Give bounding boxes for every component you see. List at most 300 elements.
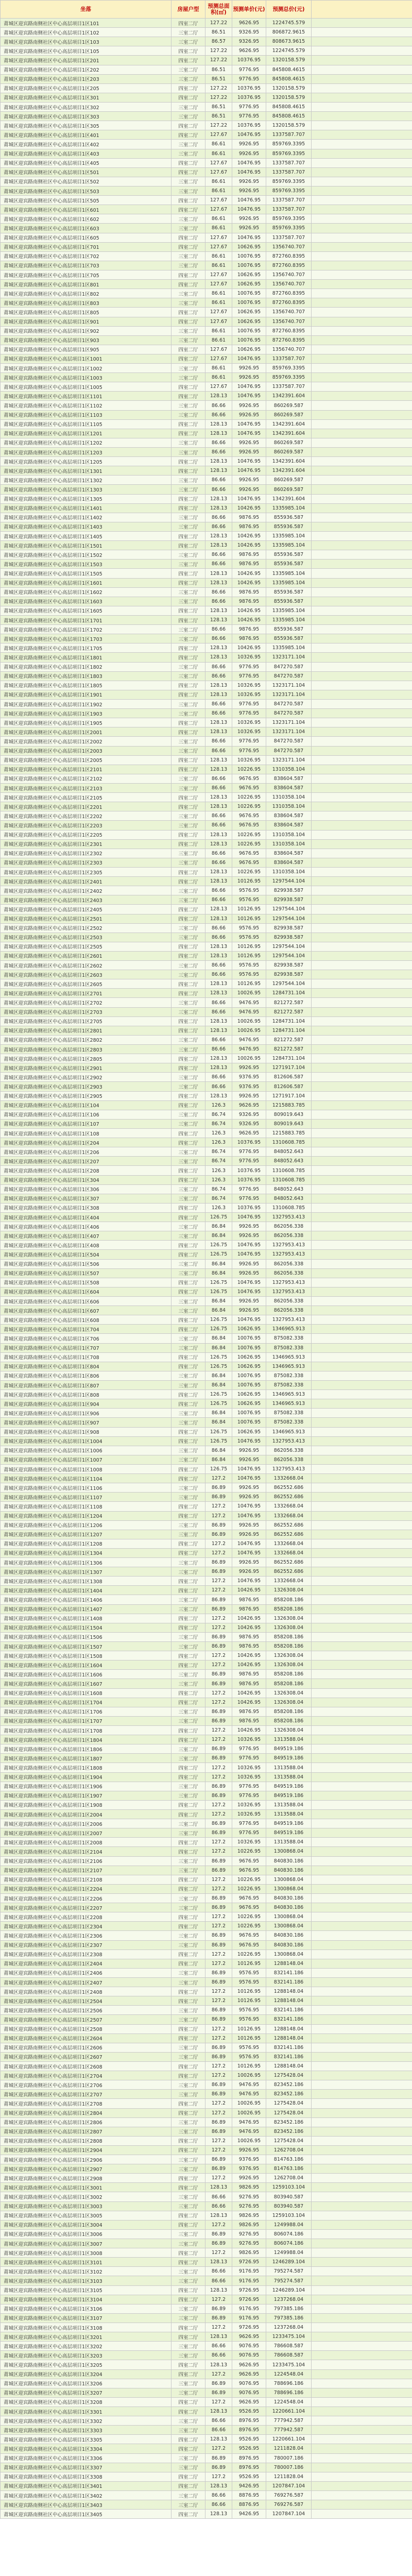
cell-layout: 四室二厅	[171, 2061, 205, 2071]
cell-unit-price: 10476.95	[232, 1577, 266, 1586]
cell-location: 莆城区迎宾路南侧社区中心高层项目1区2602	[1, 961, 171, 970]
cell-area: 127.2	[205, 1726, 232, 1735]
cell-location: 莆城区迎宾路南侧社区中心高层项目1区1907	[1, 1791, 171, 1800]
cell-total-price: 1297544.104	[266, 877, 312, 886]
cell-unit-price: 9626.95	[232, 2397, 266, 2406]
cell-unit-price: 9576.95	[232, 970, 266, 979]
cell-unit-price: 9676.95	[232, 1931, 266, 1940]
cell-layout: 四室二厅	[171, 541, 205, 550]
cell-location: 莆城区迎宾路南侧社区中心高层项目1区401	[1, 130, 171, 140]
cell-unit-price: 10226.95	[232, 1884, 266, 1893]
cell-location: 莆城区迎宾路南侧社区中心高层项目1区608	[1, 1315, 171, 1325]
cell-area: 86.89	[205, 2379, 232, 2388]
cell-area: 86.66	[205, 774, 232, 783]
cell-total-price: 1342391.604	[266, 457, 312, 466]
cell-total-price: 1327953.413	[266, 1250, 312, 1259]
cell-total-price: 862552.686	[266, 1567, 312, 1577]
cell-blank	[312, 830, 412, 839]
cell-location: 莆城区迎宾路南侧社区中心高层项目1区2408	[1, 1987, 171, 1996]
cell-total-price: 1310608.785	[266, 1138, 312, 1147]
cell-location: 莆城区迎宾路南侧社区中心高层项目1区2103	[1, 783, 171, 792]
cell-location: 莆城区迎宾路南侧社区中心高层项目1区907	[1, 1418, 171, 1427]
cell-total-price: 829938.587	[266, 933, 312, 942]
cell-unit-price: 9926.95	[232, 1063, 266, 1073]
cell-layout: 三室二厅	[171, 2006, 205, 2015]
table-row	[1, 989, 412, 998]
cell-area: 86.61	[205, 214, 232, 224]
cell-total-price: 858208.186	[266, 1716, 312, 1725]
cell-area: 86.66	[205, 2201, 232, 2211]
table-row	[1, 1203, 412, 1212]
cell-layout: 三室二厅	[171, 970, 205, 979]
table-row	[1, 1352, 412, 1362]
cell-location: 莆城区迎宾路南侧社区中心高层项目1区1401	[1, 503, 171, 513]
cell-total-price: 829938.587	[266, 886, 312, 895]
table-row	[1, 2490, 412, 2500]
cell-blank	[312, 560, 412, 569]
cell-location: 莆城区迎宾路南侧社区中心高层项目1区3003	[1, 2201, 171, 2211]
cell-unit-price: 9676.95	[232, 1893, 266, 1903]
cell-blank	[312, 1716, 412, 1725]
cell-location: 莆城区迎宾路南侧社区中心高层项目1区1102	[1, 401, 171, 410]
cell-blank	[312, 1968, 412, 1977]
cell-location: 莆城区迎宾路南侧社区中心高层项目1区3103	[1, 2276, 171, 2285]
cell-area: 128.13	[205, 830, 232, 839]
table-row	[1, 616, 412, 625]
cell-total-price: 1313588.04	[266, 1763, 312, 1772]
cell-total-price: 786608.587	[266, 2342, 312, 2351]
cell-area: 126.75	[205, 1325, 232, 1334]
cell-location: 莆城区迎宾路南侧社区中心高层项目1区3202	[1, 2342, 171, 2351]
cell-location: 莆城区迎宾路南侧社区中心高层项目1区805	[1, 308, 171, 317]
cell-layout: 四室二厅	[171, 1651, 205, 1660]
cell-layout: 四室二厅	[171, 2295, 205, 2304]
cell-layout: 三室二厅	[171, 448, 205, 457]
cell-layout: 三室二厅	[171, 2043, 205, 2052]
cell-location: 莆城区迎宾路南侧社区中心高层项目1区1705	[1, 643, 171, 653]
cell-unit-price: 10426.95	[232, 606, 266, 615]
cell-blank	[312, 1940, 412, 1950]
cell-area: 128.13	[205, 793, 232, 802]
table-row	[1, 597, 412, 606]
cell-unit-price: 10126.95	[232, 2024, 266, 2033]
cell-blank	[312, 643, 412, 653]
cell-blank	[312, 308, 412, 317]
cell-unit-price: 9626.95	[232, 46, 266, 56]
cell-blank	[312, 933, 412, 942]
table-row	[1, 158, 412, 167]
cell-layout: 四室二厅	[171, 1511, 205, 1520]
cell-area: 127.2	[205, 1884, 232, 1893]
cell-total-price: 872760.8395	[266, 261, 312, 270]
table-row	[1, 448, 412, 457]
table-row	[1, 233, 412, 242]
cell-area: 128.13	[205, 2481, 232, 2490]
cell-layout: 三室二厅	[171, 2379, 205, 2388]
cell-blank	[312, 354, 412, 363]
cell-layout: 四室二厅	[171, 1959, 205, 1968]
cell-unit-price: 9926.95	[232, 401, 266, 410]
table-row	[1, 1950, 412, 1959]
cell-location: 莆城区迎宾路南侧社区中心高层项目1区404	[1, 1213, 171, 1222]
cell-location: 莆城区迎宾路南侧社区中心高层项目1区1005	[1, 382, 171, 392]
cell-blank	[312, 140, 412, 149]
cell-area: 127.2	[205, 1810, 232, 1819]
cell-layout: 三室二厅	[171, 1670, 205, 1679]
cell-location: 莆城区迎宾路南侧社区中心高层项目1区1908	[1, 1800, 171, 1809]
cell-total-price: 1337587.707	[266, 158, 312, 167]
cell-location: 莆城区迎宾路南侧社区中心高层项目1区3106	[1, 2304, 171, 2313]
cell-area: 86.66	[205, 821, 232, 830]
cell-layout: 三室二厅	[171, 1455, 205, 1464]
cell-layout: 四室二厅	[171, 1129, 205, 1138]
cell-unit-price: 10326.95	[232, 1810, 266, 1819]
cell-layout: 三室二厅	[171, 1791, 205, 1800]
cell-unit-price: 9926.95	[232, 149, 266, 158]
cell-area: 126.75	[205, 1250, 232, 1259]
table-row	[1, 1847, 412, 1856]
cell-layout: 三室二厅	[171, 886, 205, 895]
cell-layout: 三室二厅	[171, 2463, 205, 2472]
table-row	[1, 2342, 412, 2351]
cell-blank	[312, 1222, 412, 1231]
cell-layout: 三室二厅	[171, 1819, 205, 1828]
cell-total-price: 858208.186	[266, 1642, 312, 1651]
cell-layout: 三室二厅	[171, 65, 205, 74]
cell-total-price: 849519.186	[266, 1828, 312, 1838]
cell-unit-price: 9876.95	[232, 625, 266, 634]
table-row	[1, 1614, 412, 1623]
cell-total-price: 840830.186	[266, 1940, 312, 1950]
cell-location: 莆城区迎宾路南侧社区中心高层项目1区1008	[1, 1464, 171, 1473]
cell-total-price: 1237268.04	[266, 2295, 312, 2304]
cell-blank	[312, 895, 412, 905]
cell-layout: 三室二厅	[171, 476, 205, 485]
table-row	[1, 2164, 412, 2174]
cell-area: 86.66	[205, 1007, 232, 1016]
cell-blank	[312, 1016, 412, 1026]
cell-total-price: 1313588.04	[266, 1735, 312, 1744]
cell-blank	[312, 1436, 412, 1446]
cell-blank	[312, 1800, 412, 1809]
cell-location: 莆城区迎宾路南侧社区中心高层项目1区1501	[1, 541, 171, 550]
cell-layout: 四室二厅	[171, 532, 205, 541]
cell-location: 莆城区迎宾路南侧社区中心高层项目1区1505	[1, 569, 171, 578]
cell-area: 127.2	[205, 1800, 232, 1809]
cell-layout: 四室二厅	[171, 1250, 205, 1259]
cell-blank	[312, 2426, 412, 2435]
cell-location: 莆城区迎宾路南侧社区中心高层项目1区1406	[1, 1595, 171, 1604]
cell-unit-price: 9776.95	[232, 662, 266, 671]
cell-location: 莆城区迎宾路南侧社区中心高层项目1区1203	[1, 448, 171, 457]
cell-blank	[312, 1446, 412, 1455]
cell-unit-price: 10076.95	[232, 298, 266, 308]
cell-blank	[312, 1362, 412, 1371]
cell-layout: 四室二厅	[171, 1138, 205, 1147]
cell-blank	[312, 2481, 412, 2490]
cell-area: 127.2	[205, 1838, 232, 1847]
cell-total-price: 829938.587	[266, 923, 312, 933]
cell-total-price: 1346965.913	[266, 1325, 312, 1334]
cell-area: 86.66	[205, 2342, 232, 2351]
cell-area: 128.13	[205, 392, 232, 401]
cell-layout: 四室二厅	[171, 1474, 205, 1483]
cell-total-price: 862552.686	[266, 1530, 312, 1539]
cell-blank	[312, 783, 412, 792]
cell-blank	[312, 28, 412, 37]
cell-area: 127.2	[205, 2220, 232, 2229]
cell-location: 莆城区迎宾路南侧社区中心高层项目1区1307	[1, 1567, 171, 1577]
cell-area: 86.89	[205, 2388, 232, 2397]
cell-layout: 四室二厅	[171, 56, 205, 65]
cell-location: 莆城区迎宾路南侧社区中心高层项目1区2805	[1, 1054, 171, 1063]
table-row	[1, 1838, 412, 1847]
cell-layout: 四室二厅	[171, 158, 205, 167]
cell-unit-price: 9926.95	[232, 186, 266, 195]
cell-layout: 四室二厅	[171, 1772, 205, 1782]
cell-blank	[312, 392, 412, 401]
cell-area: 126.75	[205, 1287, 232, 1296]
cell-total-price: 1215883.785	[266, 1100, 312, 1110]
cell-blank	[312, 224, 412, 233]
cell-blank	[312, 1296, 412, 1306]
cell-total-price: 847270.587	[266, 746, 312, 755]
cell-layout: 三室二厅	[171, 560, 205, 569]
cell-unit-price: 10076.95	[232, 326, 266, 335]
cell-area: 127.67	[205, 205, 232, 214]
cell-unit-price: 9676.95	[232, 858, 266, 867]
cell-blank	[312, 1688, 412, 1698]
cell-layout: 四室二厅	[171, 121, 205, 130]
cell-blank	[312, 1782, 412, 1791]
cell-blank	[312, 1893, 412, 1903]
cell-total-price: 859769.3395	[266, 224, 312, 233]
cell-total-price: 1284731.104	[266, 1054, 312, 1063]
cell-location: 莆城区迎宾路南侧社区中心高层项目1区101	[1, 19, 171, 28]
cell-unit-price: 10326.95	[232, 1800, 266, 1809]
cell-location: 莆城区迎宾路南侧社区中心高层项目1区2207	[1, 1903, 171, 1912]
cell-blank	[312, 979, 412, 989]
table-row	[1, 1241, 412, 1250]
cell-location: 莆城区迎宾路南侧社区中心高层项目1区2606	[1, 2043, 171, 2052]
table-row	[1, 2313, 412, 2323]
cell-total-price: 1337587.707	[266, 167, 312, 177]
cell-total-price: 862056.338	[266, 1455, 312, 1464]
table-row	[1, 494, 412, 503]
cell-unit-price: 9926.95	[232, 485, 266, 494]
cell-blank	[312, 709, 412, 718]
cell-total-price: 832141.186	[266, 1977, 312, 1987]
cell-location: 莆城区迎宾路南侧社区中心高层项目1区3004	[1, 2220, 171, 2229]
cell-area: 127.2	[205, 2369, 232, 2379]
table-row	[1, 1502, 412, 1511]
cell-area: 128.13	[205, 606, 232, 615]
table-row	[1, 727, 412, 737]
cell-area: 86.89	[205, 1782, 232, 1791]
cell-total-price: 829938.587	[266, 961, 312, 970]
cell-layout: 四室二厅	[171, 2183, 205, 2192]
cell-layout: 四室二厅	[171, 979, 205, 989]
cell-layout: 三室二厅	[171, 1194, 205, 1203]
cell-area: 86.66	[205, 2276, 232, 2285]
table-row	[1, 1409, 412, 1418]
cell-location: 莆城区迎宾路南侧社区中心高层项目1区1506	[1, 1632, 171, 1641]
cell-blank	[312, 233, 412, 242]
cell-blank	[312, 2052, 412, 2061]
cell-blank	[312, 130, 412, 140]
cell-layout: 三室二厅	[171, 2164, 205, 2174]
cell-layout: 四室二厅	[171, 1464, 205, 1473]
cell-total-price: 1233475.104	[266, 2360, 312, 2369]
cell-layout: 四室二厅	[171, 1213, 205, 1222]
cell-area: 86.84	[205, 1455, 232, 1464]
cell-area: 127.2	[205, 1660, 232, 1670]
cell-area: 86.66	[205, 849, 232, 858]
cell-total-price: 1284731.104	[266, 989, 312, 998]
table-row	[1, 1474, 412, 1483]
cell-area: 128.13	[205, 877, 232, 886]
cell-area: 86.66	[205, 401, 232, 410]
cell-blank	[312, 2416, 412, 2426]
cell-location: 莆城区迎宾路南侧社区中心高层项目1区3203	[1, 2351, 171, 2360]
cell-blank	[312, 401, 412, 410]
cell-unit-price: 9576.95	[232, 895, 266, 905]
cell-blank	[312, 2220, 412, 2229]
cell-area: 86.89	[205, 1642, 232, 1651]
cell-unit-price: 10476.95	[232, 167, 266, 177]
cell-total-price: 1313588.04	[266, 1800, 312, 1809]
cell-unit-price: 9676.95	[232, 811, 266, 821]
cell-total-price: 1275428.04	[266, 2099, 312, 2108]
cell-blank	[312, 690, 412, 699]
table-row	[1, 1222, 412, 1231]
cell-location: 莆城区迎宾路南侧社区中心高层项目1区607	[1, 1306, 171, 1315]
cell-unit-price: 9876.95	[232, 587, 266, 597]
cell-location: 莆城区迎宾路南侧社区中心高层项目1区1708	[1, 1726, 171, 1735]
cell-blank	[312, 19, 412, 28]
cell-total-price: 1323171.104	[266, 718, 312, 727]
cell-location: 莆城区迎宾路南侧社区中心高层项目1区903	[1, 335, 171, 345]
cell-total-price: 829938.587	[266, 970, 312, 979]
cell-unit-price: 9876.95	[232, 1679, 266, 1688]
header-blank	[312, 1, 412, 19]
cell-blank	[312, 298, 412, 308]
cell-unit-price: 10026.95	[232, 1026, 266, 1035]
cell-unit-price: 9676.95	[232, 821, 266, 830]
cell-location: 莆城区迎宾路南侧社区中心高层项目1区1105	[1, 419, 171, 429]
cell-unit-price: 9626.95	[232, 19, 266, 28]
cell-blank	[312, 1586, 412, 1595]
cell-total-price: 1326308.04	[266, 1623, 312, 1632]
cell-layout: 三室二厅	[171, 2304, 205, 2313]
table-row	[1, 2304, 412, 2313]
cell-total-price: 832141.186	[266, 2015, 312, 2024]
cell-unit-price: 10426.95	[232, 1726, 266, 1735]
cell-blank	[312, 503, 412, 513]
cell-area: 127.2	[205, 2071, 232, 2080]
cell-unit-price: 10126.95	[232, 1996, 266, 2006]
cell-location: 莆城区迎宾路南侧社区中心高层项目1区505	[1, 196, 171, 205]
cell-location: 莆城区迎宾路南侧社区中心高层项目1区2507	[1, 2015, 171, 2024]
cell-unit-price: 9076.95	[232, 2351, 266, 2360]
cell-blank	[312, 587, 412, 597]
table-row	[1, 2267, 412, 2276]
cell-blank	[312, 541, 412, 550]
cell-layout: 三室二厅	[171, 1073, 205, 1082]
cell-location: 莆城区迎宾路南侧社区中心高层项目1区2004	[1, 1810, 171, 1819]
cell-layout: 三室二厅	[171, 662, 205, 671]
cell-blank	[312, 448, 412, 457]
cell-blank	[312, 1642, 412, 1651]
cell-blank	[312, 989, 412, 998]
table-row	[1, 1763, 412, 1772]
cell-area: 128.13	[205, 429, 232, 438]
cell-area: 127.2	[205, 2248, 232, 2258]
cell-area: 86.89	[205, 1828, 232, 1838]
cell-unit-price: 10626.95	[232, 1390, 266, 1399]
cell-blank	[312, 186, 412, 195]
cell-unit-price: 9826.95	[232, 2248, 266, 2258]
cell-layout: 三室二厅	[171, 2342, 205, 2351]
cell-layout: 三室二厅	[171, 1716, 205, 1725]
cell-unit-price: 10126.95	[232, 2061, 266, 2071]
cell-total-price: 845808.4615	[266, 74, 312, 83]
cell-location: 莆城区迎宾路南侧社区中心高层项目1区1803	[1, 671, 171, 681]
table-row	[1, 83, 412, 93]
cell-total-price: 1320158.579	[266, 56, 312, 65]
cell-layout: 四室二厅	[171, 1539, 205, 1548]
cell-unit-price: 10026.95	[232, 1054, 266, 1063]
table-row	[1, 606, 412, 615]
cell-area: 128.13	[205, 2183, 232, 2192]
table-row	[1, 1912, 412, 1922]
cell-area: 128.13	[205, 1091, 232, 1100]
cell-layout: 三室二厅	[171, 1632, 205, 1641]
table-row	[1, 2229, 412, 2239]
cell-area: 86.61	[205, 289, 232, 298]
cell-area: 128.13	[205, 1026, 232, 1035]
cell-unit-price: 9276.95	[232, 2229, 266, 2239]
cell-total-price: 1332668.04	[266, 1511, 312, 1520]
table-row	[1, 2211, 412, 2220]
cell-layout: 三室二厅	[171, 783, 205, 792]
cell-area: 127.2	[205, 1735, 232, 1744]
cell-area: 126.75	[205, 1278, 232, 1287]
cell-total-price: 769276.587	[266, 2490, 312, 2500]
cell-area: 127.67	[205, 233, 232, 242]
cell-area: 127.2	[205, 1577, 232, 1586]
cell-layout: 三室二厅	[171, 1343, 205, 1352]
cell-location: 莆城区迎宾路南侧社区中心高层项目1区1905	[1, 718, 171, 727]
cell-layout: 三室二厅	[171, 2351, 205, 2360]
cell-layout: 四室二厅	[171, 718, 205, 727]
cell-area: 86.89	[205, 1977, 232, 1987]
cell-total-price: 1310608.785	[266, 1166, 312, 1175]
cell-area: 128.13	[205, 2211, 232, 2220]
cell-location: 莆城区迎宾路南侧社区中心高层项目1区902	[1, 326, 171, 335]
cell-total-price: 1326308.04	[266, 1660, 312, 1670]
cell-area: 126.3	[205, 1175, 232, 1184]
cell-area: 126.3	[205, 1138, 232, 1147]
cell-location: 莆城区迎宾路南侧社区中心高层项目1区3108	[1, 2323, 171, 2332]
cell-location: 莆城区迎宾路南侧社区中心高层项目1区1204	[1, 1511, 171, 1520]
cell-location: 莆城区迎宾路南侧社区中心高层项目1区1707	[1, 1716, 171, 1725]
cell-layout: 四室二厅	[171, 83, 205, 93]
cell-blank	[312, 317, 412, 326]
table-row	[1, 2407, 412, 2416]
cell-layout: 三室二厅	[171, 1446, 205, 1455]
table-row	[1, 289, 412, 298]
